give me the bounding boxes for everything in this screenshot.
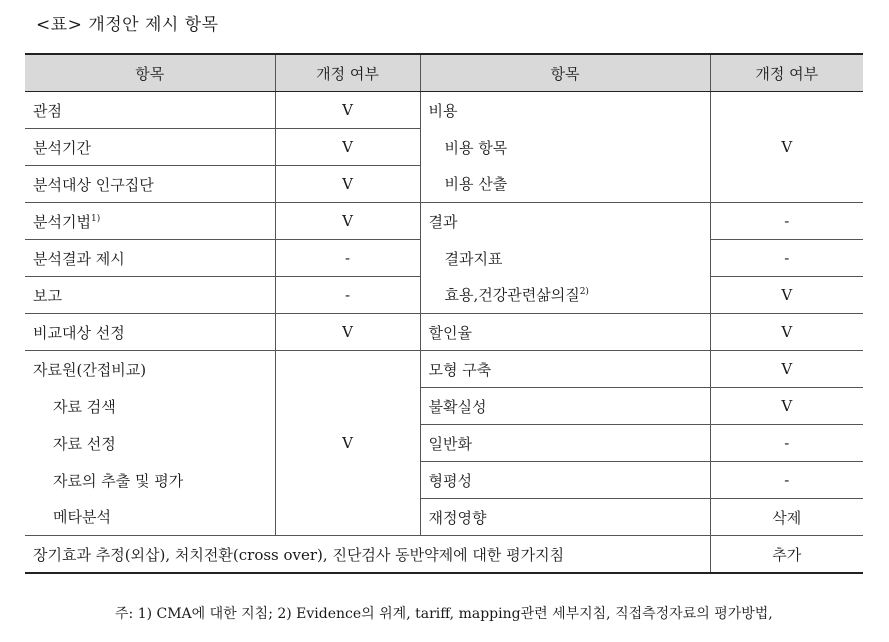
revision-mark: - xyxy=(275,277,420,314)
header-item-left: 항목 xyxy=(25,54,275,92)
table-row xyxy=(25,92,863,129)
item-label-text: 분석기법 xyxy=(33,212,91,231)
item-label: 결과지표 xyxy=(420,240,710,277)
item-label: 메타분석 xyxy=(53,508,111,527)
item-label: 비용 산출 xyxy=(420,166,710,203)
revision-mark: V xyxy=(275,203,420,240)
revision-mark: - xyxy=(710,203,863,240)
item-label: 형평성 xyxy=(420,462,710,499)
revision-mark: V xyxy=(275,314,420,351)
item-label: 분석기간 xyxy=(25,129,275,166)
revision-mark: - xyxy=(710,240,863,277)
table-row xyxy=(25,240,863,277)
item-label: 재정영향 xyxy=(420,499,710,536)
footnote: 주: 1) CMA에 대한 지침; 2) Evidence의 위계, tariff, mapping관련 세부지침, 직접측정자료의 평가방법, xyxy=(115,606,773,622)
table-row xyxy=(25,536,863,574)
item-label: 관점 xyxy=(33,101,62,120)
revision-mark: V xyxy=(710,351,863,388)
revision-mark: V xyxy=(710,314,863,351)
item-label xyxy=(420,277,710,314)
table-row xyxy=(25,499,863,536)
footnote-mark: 2) xyxy=(579,287,589,298)
revision-mark: V xyxy=(710,388,863,425)
header-revision-right: 개정 여부 xyxy=(710,54,863,92)
item-label: 비용 xyxy=(420,92,710,129)
revision-mark: - xyxy=(710,462,863,499)
revision-mark: V xyxy=(275,351,420,536)
revision-mark: - xyxy=(710,425,863,462)
table-row xyxy=(25,425,863,462)
revision-mark: V xyxy=(710,92,863,203)
item-label: 불확실성 xyxy=(420,388,710,425)
item-label: 자료 선정 xyxy=(53,434,116,453)
revision-mark: V xyxy=(275,129,420,166)
item-label: 결과 xyxy=(420,203,710,240)
header-revision-left: 개정 여부 xyxy=(275,54,420,92)
item-label-text: 효용,건강관련삶의질 xyxy=(444,286,580,305)
header-row xyxy=(25,54,863,92)
revision-mark: V xyxy=(275,92,420,129)
item-label xyxy=(25,203,275,240)
item-label: 일반화 xyxy=(420,425,710,462)
item-label: 보고 xyxy=(25,277,275,314)
item-label: 자료원(간접비교) xyxy=(25,351,275,388)
revision-mark: - xyxy=(275,240,420,277)
table-row xyxy=(25,351,863,388)
header-item-right: 항목 xyxy=(420,54,710,92)
item-label: 분석결과 제시 xyxy=(25,240,275,277)
item-label: 자료 검색 xyxy=(53,397,116,416)
table-row xyxy=(25,203,863,240)
table-row xyxy=(25,314,863,351)
table-row xyxy=(25,388,863,425)
footnote-mark: 1) xyxy=(90,213,101,224)
revision-mark: 추가 xyxy=(710,536,863,574)
table-row xyxy=(25,277,863,314)
revision-items-table xyxy=(25,53,863,574)
table-caption: <표> 개정안 제시 항목 xyxy=(36,15,219,35)
revision-mark: V xyxy=(710,277,863,314)
revision-mark: V xyxy=(275,166,420,203)
item-label: 장기효과 추정(외삽), 처치전환(cross over), 진단검사 동반약제에 대한 평가지침 xyxy=(25,536,710,574)
item-label: 모형 구축 xyxy=(420,351,710,388)
item-label: 비교대상 선정 xyxy=(25,314,275,351)
item-label: 자료의 추출 및 평가 xyxy=(53,471,184,490)
item-label: 분석대상 인구집단 xyxy=(25,166,275,203)
item-label: 비용 항목 xyxy=(420,129,710,166)
item-label: 할인율 xyxy=(420,314,710,351)
table-row xyxy=(25,462,863,499)
revision-mark: 삭제 xyxy=(710,499,863,536)
